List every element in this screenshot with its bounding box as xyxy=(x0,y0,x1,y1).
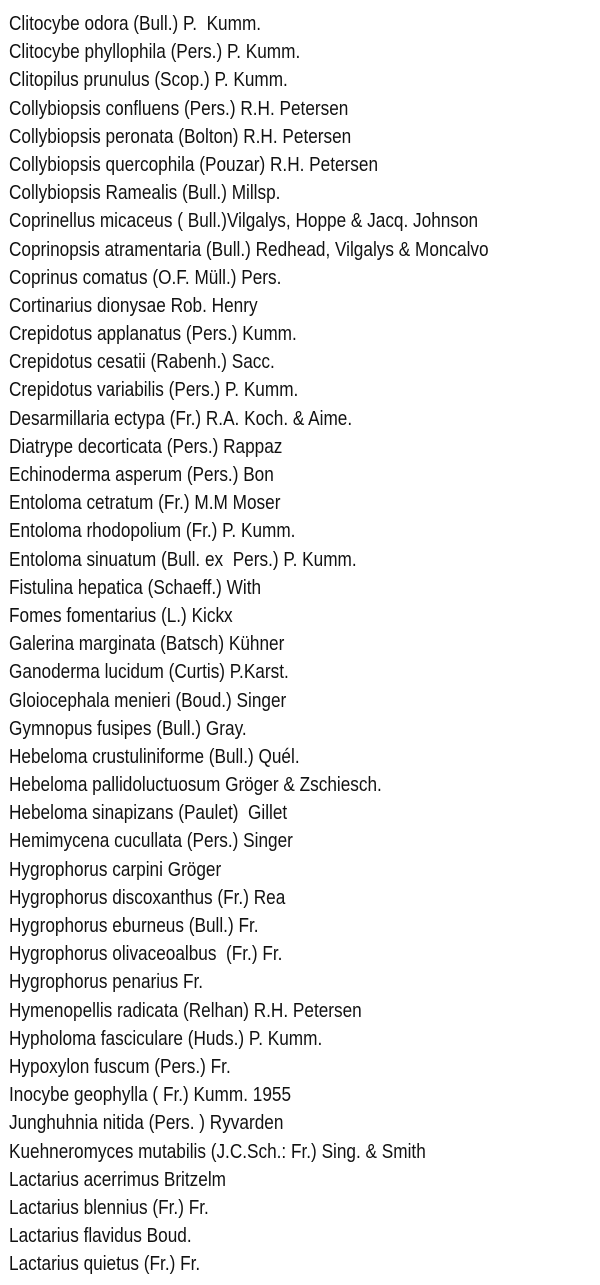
species-entry: Coprinus comatus (O.F. Müll.) Pers. xyxy=(9,266,282,289)
species-entry: Gloiocephala menieri (Boud.) Singer xyxy=(9,689,287,712)
species-entry: Hemimycena cucullata (Pers.) Singer xyxy=(9,830,293,853)
species-entry: Hygrophorus olivaceoalbus (Fr.) Fr. xyxy=(9,943,283,966)
species-entry: Hygrophorus carpini Gröger xyxy=(9,858,222,881)
species-entry: Fomes fomentarius (L.) Kickx xyxy=(9,604,233,627)
species-entry: Hebeloma sinapizans (Paulet) Gillet xyxy=(9,802,288,825)
species-entry: Entoloma rhodopolium (Fr.) P. Kumm. xyxy=(9,520,296,543)
species-entry: Diatrype decorticata (Pers.) Rappaz xyxy=(9,435,283,458)
species-entry: Hymenopellis radicata (Relhan) R.H. Petersen xyxy=(9,999,362,1022)
species-entry: Hypoxylon fuscum (Pers.) Fr. xyxy=(9,1055,231,1078)
species-entry: Lactarius quietus (Fr.) Fr. xyxy=(9,1253,201,1276)
species-entry: Crepidotus applanatus (Pers.) Kumm. xyxy=(9,323,297,346)
species-entry: Lactarius flavidus Boud. xyxy=(9,1225,192,1248)
species-entry: Hygrophorus penarius Fr. xyxy=(9,971,204,994)
species-entry: Gymnopus fusipes (Bull.) Gray. xyxy=(9,717,247,740)
species-list xyxy=(9,10,489,1278)
species-entry: Clitocybe odora (Bull.) P. Kumm. xyxy=(9,13,262,35)
species-entry: Hygrophorus discoxanthus (Fr.) Rea xyxy=(9,886,286,909)
species-entry: Entoloma sinuatum (Bull. ex Pers.) P. Kumm. xyxy=(9,548,357,571)
species-entry: Hypholoma fasciculare (Huds.) P. Kumm. xyxy=(9,1027,323,1050)
species-entry: Crepidotus cesatii (Rabenh.) Sacc. xyxy=(9,351,275,374)
species-entry: Hebeloma crustuliniforme (Bull.) Quél. xyxy=(9,745,300,768)
species-entry: Echinoderma asperum (Pers.) Bon xyxy=(9,464,274,486)
species-entry: Inocybe geophylla ( Fr.) Kumm. 1955 xyxy=(9,1084,292,1107)
species-entry: Fistulina hepatica (Schaeff.) With xyxy=(9,576,262,599)
species-entry: Desarmillaria ectypa (Fr.) R.A. Koch. & Aime. xyxy=(9,407,353,430)
species-entry: Collybiopsis confluens (Pers.) R.H. Petersen xyxy=(9,97,349,120)
species-entry: Collybiopsis Ramealis (Bull.) Millsp. xyxy=(9,182,281,205)
species-entry: Coprinopsis atramentaria (Bull.) Redhead, Vilgalys & Moncalvo xyxy=(9,238,489,261)
species-entry: Ganoderma lucidum (Curtis) P.Karst. xyxy=(9,661,289,684)
species-entry: Crepidotus variabilis (Pers.) P. Kumm. xyxy=(9,379,299,402)
species-entry: Collybiopsis peronata (Bolton) R.H. Petersen xyxy=(9,125,352,148)
species-entry: Cortinarius dionysae Rob. Henry xyxy=(9,294,258,317)
species-entry: Lactarius blennius (Fr.) Fr. xyxy=(9,1196,209,1219)
species-entry: Hebeloma pallidoluctuosum Gröger & Zschiesch. xyxy=(9,774,382,797)
species-entry: Entoloma cetratum (Fr.) M.M Moser xyxy=(9,492,281,515)
species-entry: Kuehneromyces mutabilis (J.C.Sch.: Fr.) Sing. & Smith xyxy=(9,1140,426,1163)
species-entry: Clitocybe phyllophila (Pers.) P. Kumm. xyxy=(9,41,301,64)
species-entry: Clitopilus prunulus (Scop.) P. Kumm. xyxy=(9,69,288,92)
species-entry: Coprinellus micaceus ( Bull.)Vilgalys, Hoppe & Jacq. Johnson xyxy=(9,210,479,233)
species-entry: Lactarius acerrimus Britzelm xyxy=(9,1168,226,1191)
species-entry: Galerina marginata (Batsch) Kühner xyxy=(9,633,285,656)
species-entry: Collybiopsis quercophila (Pouzar) R.H. Petersen xyxy=(9,153,379,176)
species-entry: Hygrophorus eburneus (Bull.) Fr. xyxy=(9,915,259,937)
species-entry: Junghuhnia nitida (Pers. ) Ryvarden xyxy=(9,1112,284,1135)
